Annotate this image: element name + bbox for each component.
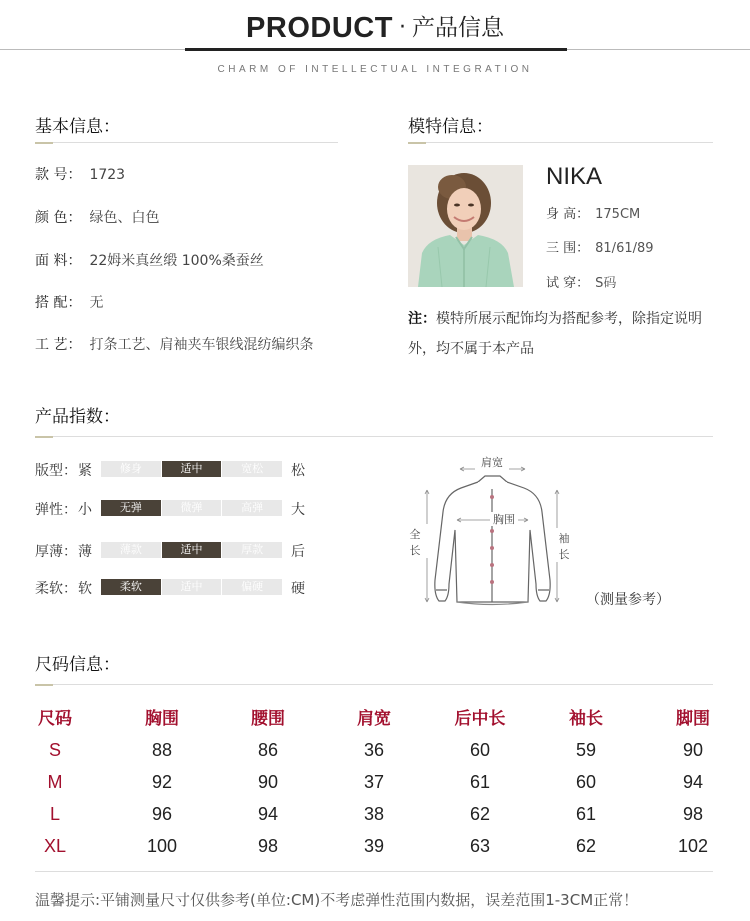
size-table-cell: 102 [677, 836, 709, 856]
size-table-row [0, 836, 750, 860]
size-info-title: 尺码信息： [35, 655, 120, 675]
basic-info-value: 绿色、白色 [89, 210, 160, 226]
basic-info-value: 无 [89, 295, 104, 311]
size-table-size-cell: XL [43, 836, 67, 856]
basic-info-title: 基本信息： [35, 117, 120, 137]
size-table-cell: 96 [151, 804, 173, 824]
product-index-label: 厚薄： [35, 544, 77, 560]
size-table-cell: 37 [363, 772, 385, 792]
size-table-cell: 100 [146, 836, 178, 856]
basic-info-label: 款 号： [35, 167, 82, 183]
product-index-label: 柔软： [35, 581, 77, 597]
size-table-header-cell: 尺码 [38, 709, 72, 729]
product-index-max: 后 [291, 544, 305, 560]
size-table-header-cell: 袖长 [569, 709, 603, 729]
product-index-label: 弹性： [35, 502, 77, 518]
size-table-header-cell: 胸围 [145, 709, 179, 729]
size-table-row [0, 772, 750, 796]
model-info-row [546, 237, 654, 256]
size-table-cell: 62 [575, 836, 597, 856]
product-index-row [35, 499, 315, 517]
size-table-size-cell: S [48, 740, 61, 760]
diagram-label-shoulder: 肩宽 [481, 456, 503, 469]
product-index-max: 硬 [291, 581, 305, 597]
size-tip: 温馨提示:平铺测量尺寸仅供参考(单位:CM)不考虑弹性范围内数据，误差范围1-3CM正常！ [35, 891, 639, 909]
product-index-option: 适中 [162, 579, 222, 595]
size-table-cell: 88 [151, 740, 173, 760]
measurement-reference-note: （测量参考） [586, 592, 670, 608]
size-table-cell: 94 [682, 772, 704, 792]
basic-info-value: 1723 [89, 167, 126, 183]
basic-info-row [35, 334, 313, 354]
product-index-scale [101, 542, 282, 558]
product-index-option: 修身 [101, 461, 161, 477]
diagram-label-length-1: 全 [409, 528, 421, 541]
size-table-cell: 92 [151, 772, 173, 792]
basic-info-label: 工 艺： [35, 337, 82, 353]
size-table-cell: 61 [469, 772, 491, 792]
model-photo [408, 165, 523, 287]
product-index-min: 小 [78, 502, 92, 518]
product-index-option: 薄款 [101, 542, 161, 558]
product-index-max: 松 [291, 463, 305, 479]
product-index-min: 紧 [78, 463, 92, 479]
header-subtitle: CHARM OF INTELLECTUAL INTEGRATION [217, 64, 533, 75]
product-index-row [35, 541, 315, 559]
product-index-option: 宽松 [222, 461, 282, 477]
size-table-cell: 94 [257, 804, 279, 824]
size-table-header-cell: 腰围 [251, 709, 285, 729]
size-table-cell: 60 [575, 772, 597, 792]
model-info-label: 试 穿： [546, 276, 590, 291]
basic-info-label: 面 料： [35, 253, 82, 269]
product-index-option: 适中 [162, 542, 222, 558]
size-table-header-cell: 肩宽 [357, 709, 391, 729]
size-info-rule [35, 684, 713, 685]
model-note-label: 注： [408, 311, 436, 327]
model-info-row [546, 203, 640, 222]
size-table-header-cell: 脚围 [676, 709, 710, 729]
model-note [408, 304, 720, 364]
diagram-label-chest: 胸围 [493, 513, 515, 526]
size-table-cell: 38 [363, 804, 385, 824]
size-table-cell: 98 [257, 836, 279, 856]
model-info-label: 身 高： [546, 207, 590, 222]
model-name: NIKA [546, 163, 603, 190]
basic-info-label: 颜 色： [35, 210, 82, 226]
model-info-value: 175CM [595, 207, 641, 222]
diagram-label-sleeve-2: 长 [558, 548, 570, 561]
product-index-scale [101, 461, 282, 477]
product-index-option: 适中 [162, 461, 222, 477]
basic-info-row [35, 207, 159, 227]
size-table-cell: 60 [469, 740, 491, 760]
basic-info-row [35, 292, 103, 312]
product-index-min: 软 [78, 581, 92, 597]
model-info-title: 模特信息： [408, 117, 493, 137]
product-index-row [35, 578, 315, 596]
measurement-diagram [405, 452, 580, 610]
model-info-row [546, 272, 616, 291]
model-info-label: 三 围： [546, 241, 590, 256]
size-table-rule [35, 871, 713, 872]
header-title-en: PRODUCT [246, 12, 393, 44]
product-index-scale [101, 579, 282, 595]
product-index-option: 厚款 [222, 542, 282, 558]
model-info-value: S码 [595, 276, 617, 291]
product-index-option: 无弹 [101, 500, 161, 516]
page-header-title [0, 10, 750, 45]
product-index-option: 微弹 [162, 500, 222, 516]
size-table-header-cell: 后中长 [454, 709, 506, 729]
size-table-cell: 61 [575, 804, 597, 824]
model-info-value: 81/61/89 [595, 241, 654, 256]
basic-info-value: 打条工艺、肩袖夹车银线混纺编织条 [89, 337, 314, 353]
product-index-min: 薄 [78, 544, 92, 560]
basic-info-row [35, 250, 264, 270]
size-table-cell: 90 [682, 740, 704, 760]
size-table-header [0, 704, 750, 728]
diagram-label-length-2: 长 [409, 544, 421, 557]
size-table-row [0, 740, 750, 764]
model-info-rule [408, 142, 713, 143]
header-divider-accent [185, 48, 567, 51]
basic-info-label: 搭 配： [35, 295, 82, 311]
size-table-cell: 98 [682, 804, 704, 824]
size-table-size-cell: M [47, 772, 63, 792]
size-table-cell: 63 [469, 836, 491, 856]
size-table-size-cell: L [49, 804, 60, 824]
basic-info-rule [35, 142, 338, 143]
product-index-title: 产品指数： [35, 407, 120, 427]
basic-info-row [35, 164, 125, 184]
product-index-row [35, 460, 315, 478]
basic-info-value: 22姆米真丝缎 100%桑蚕丝 [89, 253, 264, 269]
product-index-option: 柔软 [101, 579, 161, 595]
size-table-cell: 86 [257, 740, 279, 760]
header-title-cn: 产品信息 [411, 15, 504, 41]
size-table-row [0, 804, 750, 828]
diagram-label-sleeve-1: 袖 [558, 532, 570, 545]
product-index-option: 偏硬 [222, 579, 282, 595]
product-index-rule [35, 436, 713, 437]
product-index-option: 高弹 [222, 500, 282, 516]
product-index-label: 版型： [35, 463, 77, 479]
size-table-cell: 90 [257, 772, 279, 792]
product-index-max: 大 [291, 502, 305, 518]
model-note-text: 模特所展示配饰均为搭配参考，除指定说明外，均不属于本产品 [408, 311, 702, 357]
header-title-dot: · [398, 15, 406, 40]
size-table-cell: 62 [469, 804, 491, 824]
shirt-outline-icon [405, 452, 580, 610]
size-table-cell: 59 [575, 740, 597, 760]
product-index-scale [101, 500, 282, 516]
size-table-cell: 39 [363, 836, 385, 856]
size-table-cell: 36 [363, 740, 385, 760]
